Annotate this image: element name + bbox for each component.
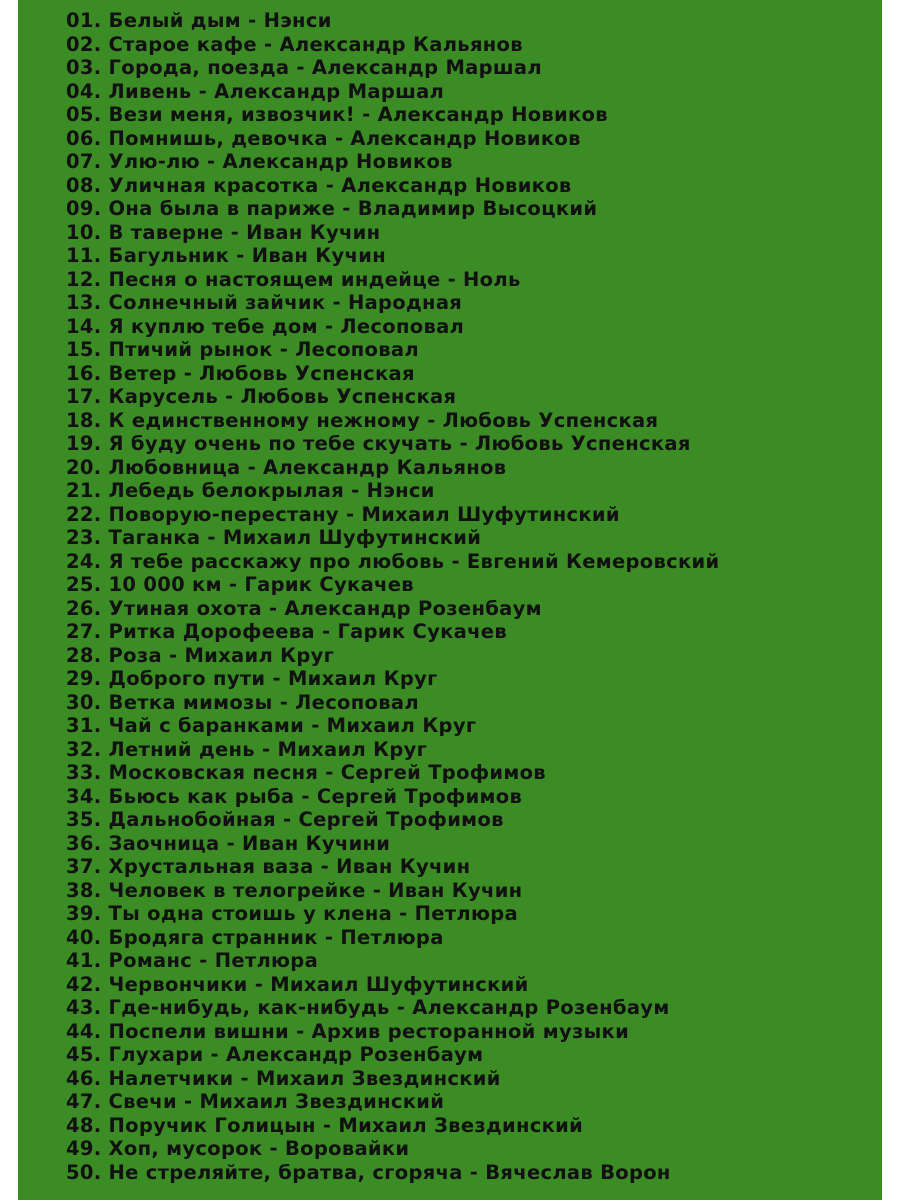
track-item-48: 48. Поручик Голицын - Михаил Звездинский (66, 1113, 584, 1137)
track-item-14: 14. Я куплю тебе дом - Лесоповал (66, 314, 465, 338)
track-item-46: 46. Налетчики - Михаил Звездинский (66, 1066, 501, 1090)
track-item-31: 31. Чай с баранками - Михаил Круг (66, 714, 477, 737)
track-item-22: 22. Поворую-перестану - Михаил Шуфутинский (66, 502, 620, 526)
track-item-34: 34. Бьюсь как рыба - Сергей Трофимов (66, 784, 523, 808)
track-item-07: 07. Улю-лю - Александр Новиков (66, 150, 453, 173)
track-item-19: 19. Я буду очень по тебе скучать - Любовь Успенская (66, 432, 691, 455)
tracklist (66, 9, 866, 1184)
track-item-47: 47. Свечи - Михаил Звездинский (66, 1090, 445, 1113)
track-item-37: 37. Хрустальная ваза - Иван Кучин (66, 855, 471, 878)
track-item-49: 49. Хоп, мусорок - Воровайки (66, 1137, 410, 1160)
track-item-29: 29. Доброго пути - Михаил Круг (66, 667, 438, 690)
track-item-11: 11. Багульник - Иван Кучин (66, 244, 386, 267)
track-item-36: 36. Заочница - Иван Кучини (66, 831, 391, 855)
track-item-20: 20. Любовница - Александр Кальянов (66, 455, 507, 479)
track-item-44: 44. Поспели вишни - Архив ресторанной музыки (66, 1019, 630, 1043)
track-item-32: 32. Летний день - Михаил Круг (66, 737, 428, 761)
track-item-41: 41. Романс - Петлюра (66, 949, 319, 972)
track-item-16: 16. Ветер - Любовь Успенская (66, 361, 415, 385)
track-item-42: 42. Червончики - Михаил Шуфутинский (66, 972, 529, 996)
track-item-10: 10. В таверне - Иван Кучин (66, 220, 381, 244)
tracklist-panel (18, 0, 882, 1200)
track-item-01: 01. Белый дым - Нэнси (66, 9, 332, 32)
track-item-08: 08. Уличная красотка - Александр Новиков (66, 173, 572, 197)
track-item-23: 23. Таганка - Михаил Шуфутинский (66, 526, 482, 549)
track-item-26: 26. Утиная охота - Александр Розенбаум (66, 596, 542, 620)
track-item-25: 25. 10 000 км - Гарик Сукачев (66, 573, 414, 596)
track-item-12: 12. Песня о настоящем индейце - Ноль (66, 267, 521, 291)
track-item-28: 28. Роза - Михаил Круг (66, 643, 335, 667)
track-item-03: 03. Города, поезда - Александр Маршал (66, 56, 542, 79)
track-item-40: 40. Бродяга странник - Петлюра (66, 925, 444, 949)
track-item-21: 21. Лебедь белокрылая - Нэнси (66, 479, 435, 502)
track-item-27: 27. Ритка Дорофеева - Гарик Сукачев (66, 620, 507, 643)
track-item-05: 05. Вези меня, извозчик! - Александр Новиков (66, 103, 608, 126)
track-item-04: 04. Ливень - Александр Маршал (66, 79, 445, 103)
track-item-39: 39. Ты одна стоишь у клена - Петлюра (66, 902, 518, 925)
track-item-33: 33. Московская песня - Сергей Трофимов (66, 761, 546, 784)
track-item-50: 50. Не стреляйте, братва, сгоряча - Вячеслав Ворон (66, 1160, 671, 1184)
track-item-24: 24. Я тебе расскажу про любовь - Евгений Кемеровский (66, 549, 720, 573)
track-item-18: 18. К единственному нежному - Любовь Успенская (66, 408, 659, 432)
track-item-15: 15. Птичий рынок - Лесоповал (66, 338, 419, 361)
track-item-02: 02. Старое кафе - Александр Кальянов (66, 32, 523, 56)
track-item-45: 45. Глухари - Александр Розенбаум (66, 1043, 484, 1066)
track-item-06: 06. Помнишь, девочка - Александр Новиков (66, 126, 581, 150)
track-item-35: 35. Дальнобойная - Сергей Трофимов (66, 808, 504, 831)
track-item-38: 38. Человек в телогрейке - Иван Кучин (66, 878, 523, 902)
track-item-30: 30. Ветка мимозы - Лесоповал (66, 690, 419, 714)
track-item-09: 09. Она была в париже - Владимир Высоцкий (66, 197, 598, 220)
track-item-43: 43. Где-нибудь, как-нибудь - Александр Розенбаум (66, 996, 670, 1019)
track-item-17: 17. Карусель - Любовь Успенская (66, 385, 457, 408)
track-item-13: 13. Солнечный зайчик - Народная (66, 291, 463, 314)
